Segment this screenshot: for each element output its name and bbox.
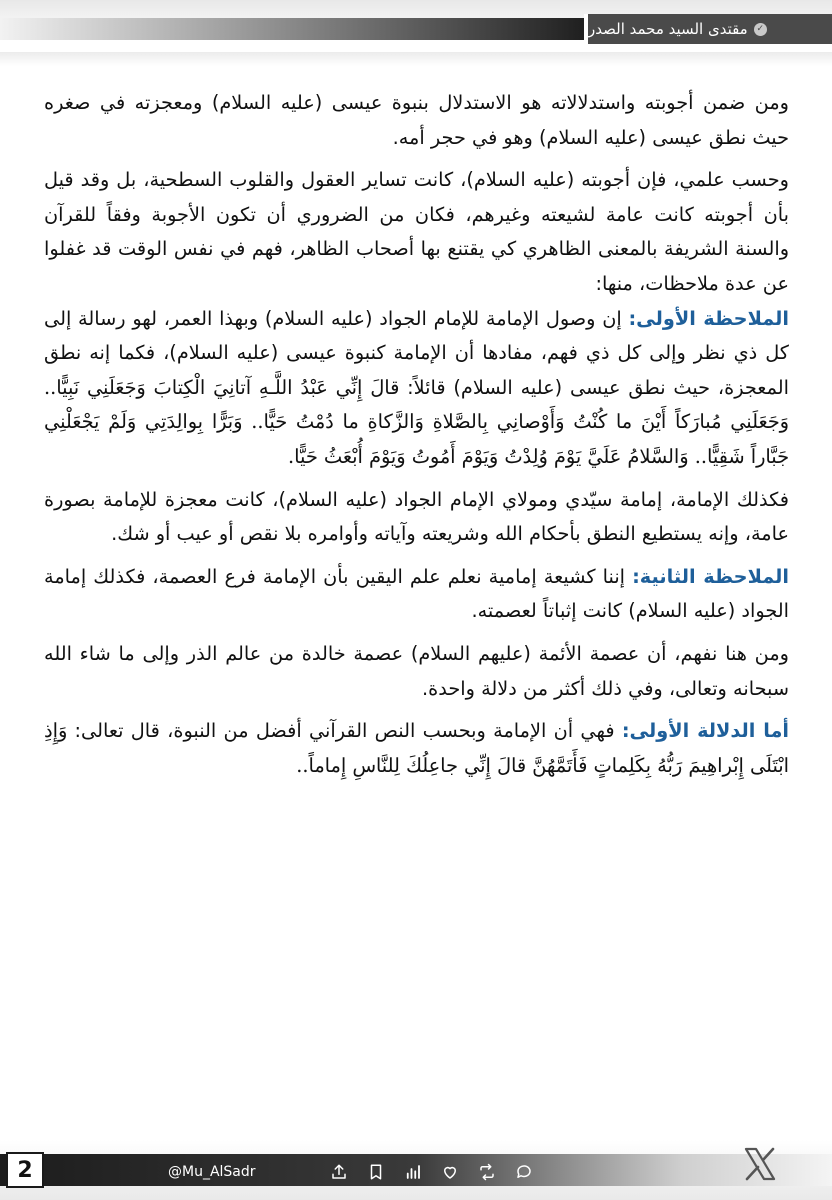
views-icon[interactable] [404, 1163, 422, 1181]
sign-1-quote: وَإِذِ ابْتَلَى إِبْراهِيمَ رَبُّهُ بِكَلِماتٍ فَأَتَمَّهُنَّ قالَ إِنِّي جاعِلُكَ لِلنَّاسِ إِماماً.. [44, 719, 789, 777]
like-icon[interactable] [441, 1163, 459, 1181]
account-handle[interactable]: @Mu_AlSadr [168, 1164, 256, 1180]
note-1-quote: قالَ إِنِّي عَبْدُ اللَّـهِ آتانِيَ الْكِتابَ وَجَعَلَنِي نَبِيًّا.. وَجَعَلَنِي مُبارَكاً أَيْنَ ما كُنْتُ وَأَوْصانِي بِالصَّلاةِ وَالزَّكاةِ ما دُمْتُ حَيًّا.. وَبَرًّا بِوالِدَتِي وَلَمْ يَجْعَلْنِي جَبَّاراً شَقِيًّا.. وَالسَّلامُ عَلَيَّ يَوْمَ وُلِدْتُ وَيَوْمَ أَمُوتُ وَيَوْمَ أُبْعَثُ حَيًّا. [44, 375, 789, 468]
paragraph-4: ومن هنا نفهم، أن عصمة الأئمة (عليهم السلام) عصمة خالدة من عالم الذر وإلى ما شاء الله سبحانه وتعالى، وفي ذلك أكثر من دلالة واحدة. [44, 641, 789, 700]
article-body [44, 86, 789, 791]
note-2-heading: الملاحظة الثانية: [632, 564, 789, 588]
paragraph-3: فكذلك الإمامة، إمامة سيّدي ومولاي الإمام الجواد (عليه السلام)، كانت معجزة للإمامة بصورة عامة، وإنه يستطيع النطق بأحكام الله وشريعته وآياته وأوامره بلا نقص أو عيب أو شك. [44, 487, 789, 546]
header-stripe [0, 18, 585, 40]
page-number: 2 [6, 1152, 44, 1188]
paragraph-2: وحسب علمي، فإن أجوبته (عليه السلام)، كانت تساير العقول والقلوب السطحية، بل وقد قيل بأن أجوبته كانت عامة لشيعته وغيرهم، فكان من الضروري أن تكون الأجوبة وفقاً للقرآن والسنة الشريفة بالمعنى الظاهري كي يقتنع بها أصحاب الظاهر، فهم في نفس الوقت قد غفلوا عن عدة ملاحظات، منها: [44, 168, 789, 295]
note-2 [44, 560, 789, 629]
footer-actions [330, 1163, 533, 1181]
note-1-text: إن وصول الإمامة للإمام الجواد (عليه السلام) وبهذا العمر، لهو رسالة إلى كل ذي نظر وإلى كل ذي فهم، مفادها أن الإمامة كنبوة عيسى (عليه السلام)، فكما إنه نطق المعجزة، حيث نطق عيسى (عليه السلام) قائلاً: [44, 306, 789, 399]
note-2-text: إننا كشيعة إمامية نعلم علم اليقين بأن الإمامة فرع العصمة، فكذلك إمامة الجواد (عليه السلام) كانت إثباتاً لعصمته. [44, 564, 789, 623]
header-title: مقتدى السيد محمد الصدر [588, 20, 748, 38]
reply-icon[interactable] [515, 1163, 533, 1181]
sign-1-heading: أما الدلالة الأولى: [621, 719, 789, 743]
share-icon[interactable] [330, 1163, 348, 1181]
paragraph-1: ومن ضمن أجوبته واستدلالاته هو الاستدلال بنبوة عيسى (عليه السلام) ومعجزته في صغره حيث نطق عيسى (عليه السلام) وهو في حجر أمه. [44, 91, 789, 149]
retweet-icon[interactable] [478, 1163, 496, 1181]
bookmark-icon[interactable] [367, 1163, 385, 1181]
header-shadow [0, 52, 832, 66]
sign-1 [44, 714, 789, 783]
verified-badge-icon: ✓ [754, 23, 767, 36]
note-1-heading: الملاحظة الأولى: [628, 306, 789, 330]
x-logo-icon [740, 1144, 780, 1184]
sign-1-text: فهي أن الإمامة وبحسب النص القرآني أفضل من النبوة، قال تعالى: [67, 719, 622, 743]
header-title-box [584, 14, 832, 44]
note-1 [44, 302, 789, 475]
